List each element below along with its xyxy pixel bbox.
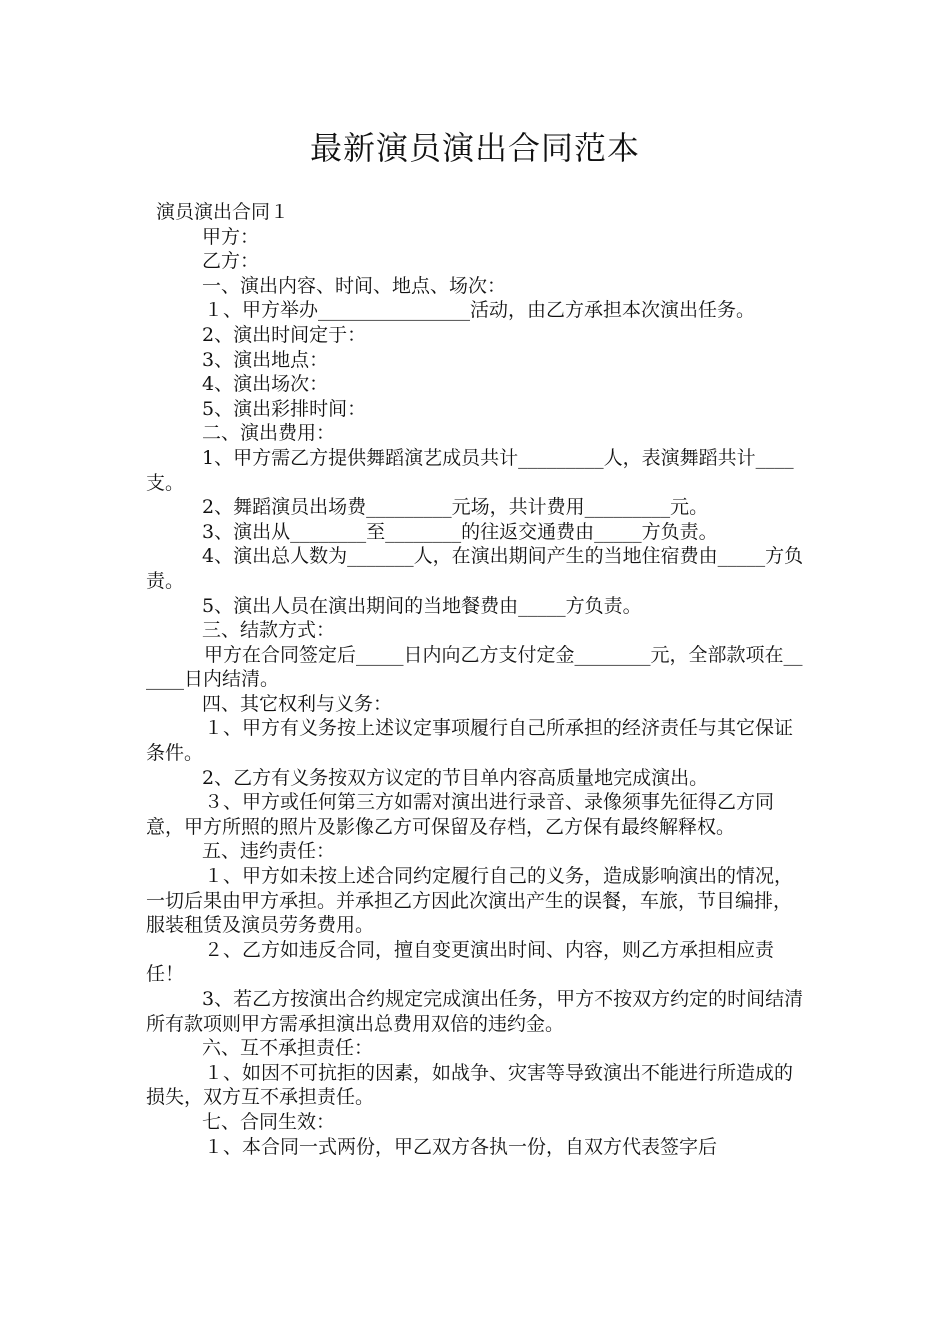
clause-paragraph: １、本合同一式两份，甲乙双方各执一份，自双方代表签字后 <box>204 1135 718 1158</box>
section-heading: 七、合同生效： <box>202 1110 336 1133</box>
clause-paragraph: 1、甲方需乙方提供舞蹈演艺成员共计_________人，表演舞蹈共计____支。 <box>146 446 794 494</box>
document-body <box>146 200 810 1159</box>
section-heading: 二、演出费用： <box>202 422 336 445</box>
clause-paragraph: １、如因不可抗拒的因素，如战争、灾害等导致演出不能进行所造成的损失，双方互不承担责任。 <box>146 1061 794 1109</box>
clause-paragraph: 3、演出从________至________的往返交通费由_____方负责。 <box>202 520 718 543</box>
clause-paragraph: ２、乙方如违反合同，擅自变更演出时间、内容，则乙方承担相应责任！ <box>146 938 775 986</box>
clause-paragraph: 甲方在合同签定后_____日内向乙方支付定金________元，全部款项在______日内结清。 <box>146 643 803 691</box>
section-heading: 六、互不承担责任： <box>202 1037 374 1060</box>
contract-heading: 演员演出合同１ <box>156 201 290 223</box>
clause-paragraph: 3、演出地点： <box>202 348 329 371</box>
clause-paragraph: １、甲方举办________________活动，由乙方承担本次演出任务。 <box>204 299 756 322</box>
clause-paragraph: 2、乙方有义务按双方议定的节目单内容高质量地完成演出。 <box>202 766 709 789</box>
clause-paragraph: １、甲方如未按上述合同约定履行自己的义务，造成影响演出的情况，一切后果由甲方承担。并承担乙方因此次演出产生的误餐，车旅，节目编排，服装租赁及演员劳务费用。 <box>146 865 794 937</box>
clause-paragraph: 4、演出场次： <box>202 373 329 396</box>
clause-paragraph: １、甲方有义务按上述议定事项履行自己所承担的经济责任与其它保证条件。 <box>146 717 794 765</box>
party-b-line: 乙方： <box>202 250 260 273</box>
section-heading: 五、违约责任： <box>202 840 336 863</box>
party-a-line: 甲方： <box>202 225 260 248</box>
clause-paragraph: 5、演出彩排时间： <box>202 397 367 420</box>
section-heading: 一、演出内容、时间、地点、场次： <box>202 274 507 297</box>
clause-paragraph: 2、演出时间定于： <box>202 323 367 346</box>
clause-paragraph: 4、演出总人数为_______人，在演出期间产生的当地住宿费由_____方负责。 <box>146 545 804 592</box>
clause-paragraph: 5、演出人员在演出期间的当地餐费由_____方负责。 <box>202 594 642 617</box>
section-heading: 三、结款方式： <box>202 619 336 642</box>
clause-paragraph: 2、舞蹈演员出场费_________元场，共计费用_________元。 <box>202 496 709 519</box>
section-heading: 四、其它权利与义务： <box>202 692 393 715</box>
clause-paragraph: ３、甲方或任何第三方如需对演出进行录音、录像须事先征得乙方同意，甲方所照的照片及影像乙方可保留及存档，乙方保有最终解释权。 <box>146 791 775 838</box>
document-title: 最新演员演出合同范本 <box>309 129 640 167</box>
clause-paragraph: 3、若乙方按演出合约规定完成演出任务，甲方不按双方约定的时间结清所有款项则甲方需承担演出总费用双倍的违约金。 <box>146 988 804 1035</box>
